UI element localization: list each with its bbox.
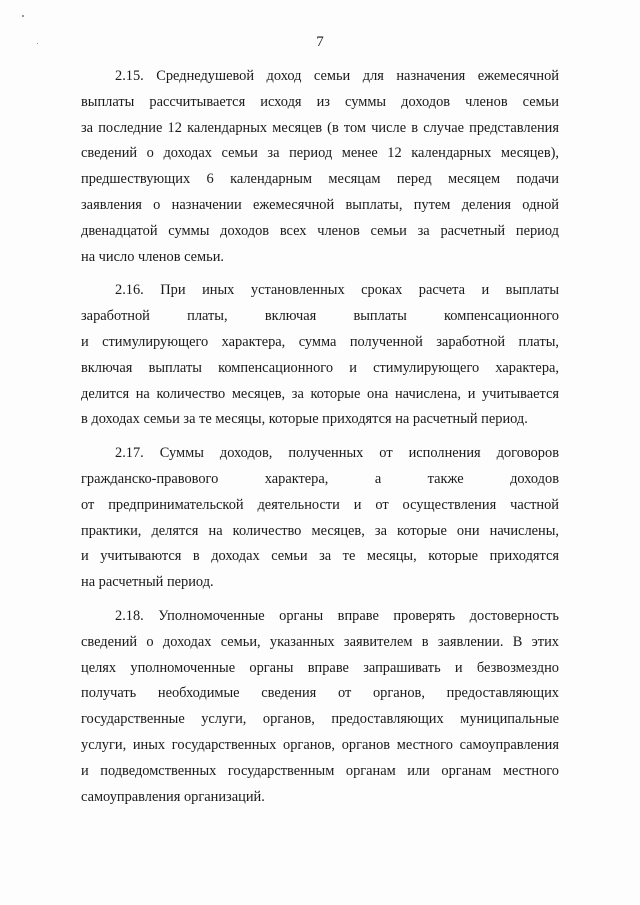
paragraph-line: на расчетный период. bbox=[81, 574, 214, 591]
paragraph-2-17 bbox=[81, 441, 559, 596]
paragraph-line: гражданско-правового характера, а также доходов bbox=[81, 470, 559, 487]
paragraph-line: сведений о доходах семьи за период менее 12 календарных месяцев), bbox=[81, 145, 559, 162]
paragraph-line: 2.16. При иных установленных сроках расчета и выплаты bbox=[115, 282, 559, 299]
paragraph-line: от предпринимательской деятельности и от осуществления частной bbox=[81, 496, 559, 513]
paragraph-line: государственные услуги, органов, предоставляющих муниципальные bbox=[81, 711, 559, 728]
paragraph-line: выплаты рассчитывается исходя из суммы доходов членов семьи bbox=[81, 93, 559, 110]
paragraph-line: предшествующих 6 календарным месяцам перед месяцем подачи bbox=[81, 171, 559, 188]
paragraph-2-16 bbox=[81, 278, 559, 433]
paragraph-line: 2.18. Уполномоченные органы вправе проверять достоверность bbox=[115, 607, 559, 624]
paragraph-line: делится на количество месяцев, за которые она начислена, и учитывается bbox=[81, 385, 559, 402]
paragraph-line: и учитываются в доходах семьи за те месяцы, которые приходятся bbox=[81, 548, 559, 565]
paragraph-line: и стимулирующего характера, сумма полученной заработной платы, bbox=[81, 333, 559, 350]
paragraph-line: за последние 12 календарных месяцев (в том числе в случае представления bbox=[81, 119, 559, 136]
paragraph-line: в доходах семьи за те месяцы, которые приходятся на расчетный период. bbox=[81, 411, 528, 428]
scan-speck bbox=[22, 15, 24, 17]
paragraph-line: двенадцатой суммы доходов всех членов семьи за расчетный период bbox=[81, 222, 559, 239]
paragraph-line: 2.17. Суммы доходов, полученных от исполнения договоров bbox=[115, 445, 559, 462]
paragraph-2-15 bbox=[81, 64, 559, 270]
page-number: 7 bbox=[316, 34, 324, 50]
paragraph-line: практики, делятся на количество месяцев, за которые они начислены, bbox=[81, 522, 559, 539]
paragraph-line: заработной платы, включая выплаты компенсационного bbox=[81, 308, 559, 325]
paragraph-line: и подведомственных государственным органам или органам местного bbox=[81, 762, 559, 779]
document-body bbox=[81, 64, 559, 818]
paragraph-line: заявления о назначении ежемесячной выплаты, путем деления одной bbox=[81, 196, 559, 213]
paragraph-line: услуги, иных государственных органов, органов местного самоуправления bbox=[81, 736, 559, 753]
paragraph-line: самоуправления организаций. bbox=[81, 788, 265, 805]
paragraph-line: на число членов семьи. bbox=[81, 248, 224, 265]
paragraph-line: 2.15. Среднедушевой доход семьи для назначения ежемесячной bbox=[115, 68, 559, 84]
paragraph-line: сведений о доходах семьи, указанных заявителем в заявлении. В этих bbox=[81, 633, 559, 650]
paragraph-2-18 bbox=[81, 604, 559, 810]
paragraph-line: включая выплаты компенсационного и стимулирующего характера, bbox=[81, 359, 559, 376]
paragraph-line: целях уполномоченные органы вправе запрашивать и безвозмездно bbox=[81, 659, 559, 676]
paragraph-line: получать необходимые сведения от органов, предоставляющих bbox=[81, 685, 559, 702]
